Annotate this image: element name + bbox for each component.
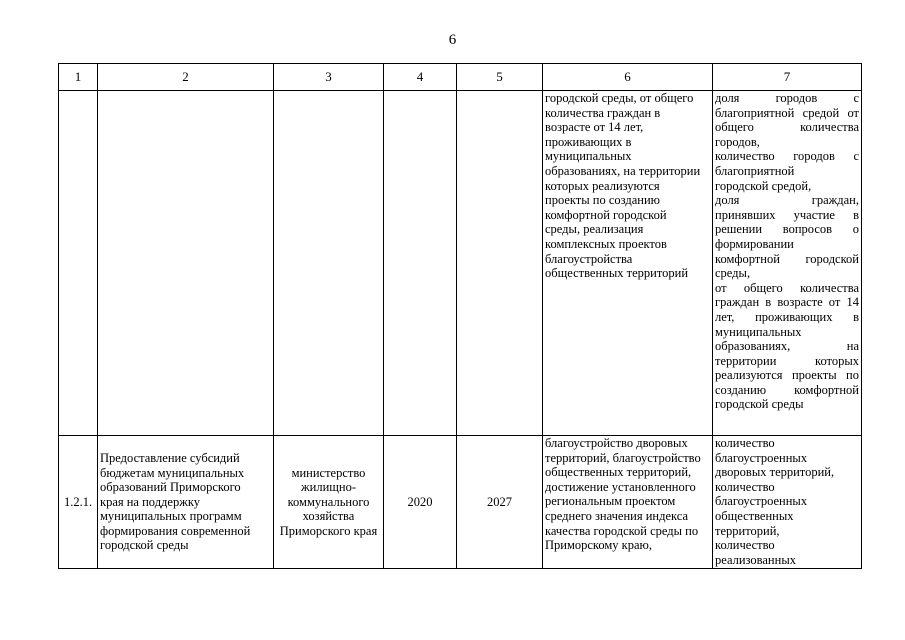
header-cell-3: 3 <box>274 64 384 91</box>
row1-col7-text-line: благоприятной средой от <box>715 105 859 120</box>
row2-event-name-text-line: Предоставление субсидий <box>100 450 240 465</box>
header-cell-2: 2 <box>98 64 274 91</box>
table-row <box>59 436 862 569</box>
row2-executor-cell <box>274 436 384 569</box>
row2-event-name-text-line: городской среды <box>100 538 189 553</box>
row1-col7-text-line: образованиях, на <box>715 339 859 354</box>
row1-col7-text-line: граждан в возрасте от 14 <box>715 295 859 310</box>
row2-col6-text-line: Приморскому краю, <box>545 538 652 553</box>
row2-executor-text-line: коммунального <box>287 494 370 509</box>
row2-year-end-cell: 2027 <box>457 436 543 569</box>
header-cell-4: 4 <box>384 64 457 91</box>
row2-col6-text-line: среднего значения индекса <box>545 508 689 523</box>
row1-col6-text-line: проекты по созданию <box>545 193 660 208</box>
header-cell-5: 5 <box>457 64 543 91</box>
row2-col7-text-line: благоустроенных <box>715 494 808 509</box>
row1-col7-text-line: от общего количества <box>715 280 859 295</box>
row1-col6-text-line: которых реализуются <box>545 178 660 193</box>
row1-col7-text-line: лет, проживающих в <box>715 309 859 324</box>
row1-col7-text-line: городской средой, <box>715 178 812 193</box>
row2-col6-text-line: общественных территорий, <box>545 465 692 480</box>
row1-col6-cell <box>543 91 713 436</box>
row1-col2-cell <box>98 91 274 436</box>
row1-col6-text-line: образованиях, на территории <box>545 163 701 178</box>
row1-col6-text-line: комплексных проектов <box>545 236 667 251</box>
row1-col7-text-line: количество городов с <box>715 149 859 164</box>
row2-col7-text-line: благоустроенных <box>715 450 808 465</box>
row1-col7-text-line: городов, <box>715 134 760 149</box>
header-cell-6: 6 <box>543 64 713 91</box>
row2-col7-text-line: количество <box>715 436 775 450</box>
row2-event-name-text-line: образований Приморского <box>100 480 241 495</box>
row2-col6-text-line: качества городской среды по <box>545 523 699 538</box>
page-number: 6 <box>448 32 457 48</box>
row1-col6-text-line: городской среды, от общего <box>545 91 694 105</box>
row2-col7-text-line: общественных <box>715 508 794 523</box>
row2-year-start-cell: 2020 <box>384 436 457 569</box>
row1-col1-cell <box>59 91 98 436</box>
row2-col6-text-line: благоустройство дворовых <box>545 436 688 450</box>
row2-col7-text-line: дворовых территорий, <box>715 465 835 480</box>
row1-col5-cell <box>457 91 543 436</box>
row1-col7-text-line: комфортной городской <box>715 251 859 266</box>
row2-executor-text-line: министерство <box>291 465 366 480</box>
row1-col6-text-line: благоустройства <box>545 251 633 266</box>
row1-col6-text-line: количества граждан в <box>545 105 661 120</box>
row1-col3-cell <box>274 91 384 436</box>
row2-col7-text-line: количество <box>715 538 775 553</box>
header-cell-1: 1 <box>59 64 98 91</box>
row1-col7-cell <box>713 91 862 436</box>
row1-col7-text-line: городской среды <box>715 397 804 412</box>
row1-col7-text-line: муниципальных <box>715 324 802 339</box>
row1-col6-text-line: общественных территорий <box>545 266 689 281</box>
document-table <box>58 63 862 569</box>
row2-event-name-cell <box>98 436 274 569</box>
row2-col6-text-line: региональным проектом <box>545 494 676 509</box>
row2-event-name-text-line: бюджетам муниципальных <box>100 465 245 480</box>
row1-col7-text-line: формировании <box>715 236 794 251</box>
row2-number-cell: 1.2.1. <box>59 436 98 569</box>
row1-col6-text-line: комфортной городской <box>545 207 667 222</box>
table-header-row <box>59 64 862 91</box>
row2-col7-text-line: реализованных <box>715 552 796 567</box>
row1-col7-text-line: благоприятной <box>715 163 795 178</box>
row1-col7-text-line: реализуются проекты по <box>715 368 859 383</box>
row2-event-name-text-line: края на поддержку <box>100 494 200 509</box>
row1-col7-text-line: общего количества <box>715 120 859 135</box>
row1-col7-text-line: территории которых <box>715 353 859 368</box>
row1-col7-text-line: созданию комфортной <box>715 382 859 397</box>
row2-event-name-text-line: муниципальных программ <box>100 509 242 524</box>
row1-col6-text-line: проживающих в <box>545 134 632 149</box>
row1-col6-text-line: муниципальных <box>545 149 632 164</box>
row2-col6-cell <box>543 436 713 569</box>
row1-col7-text-line: доля городов с <box>715 91 859 105</box>
row1-col7-text-line: доля граждан, <box>715 193 859 208</box>
row2-executor-text-line: хозяйства <box>302 509 355 524</box>
row2-event-name-text-line: формирования современной <box>100 523 251 538</box>
row2-executor-text-line: жилищно- <box>301 480 356 495</box>
row2-col6-text-line: территорий, благоустройство <box>545 450 701 465</box>
row2-col7-text-line: территорий, <box>715 523 780 538</box>
row2-col7-cell <box>713 436 862 569</box>
row1-col7-text-line: решении вопросов о <box>715 222 859 237</box>
row1-col7-text-line: среды, <box>715 266 751 281</box>
header-cell-7: 7 <box>713 64 862 91</box>
table-row <box>59 91 862 436</box>
row1-col6-text-line: возрасте от 14 лет, <box>545 120 644 135</box>
row1-col4-cell <box>384 91 457 436</box>
row1-col7-text-line: принявших участие в <box>715 207 859 222</box>
row2-col7-text-line: количество <box>715 479 775 494</box>
row2-col6-text-line: достижение установленного <box>545 479 696 494</box>
row1-col6-text-line: среды, реализация <box>545 222 644 237</box>
row2-executor-text-line: Приморского края <box>279 523 378 538</box>
